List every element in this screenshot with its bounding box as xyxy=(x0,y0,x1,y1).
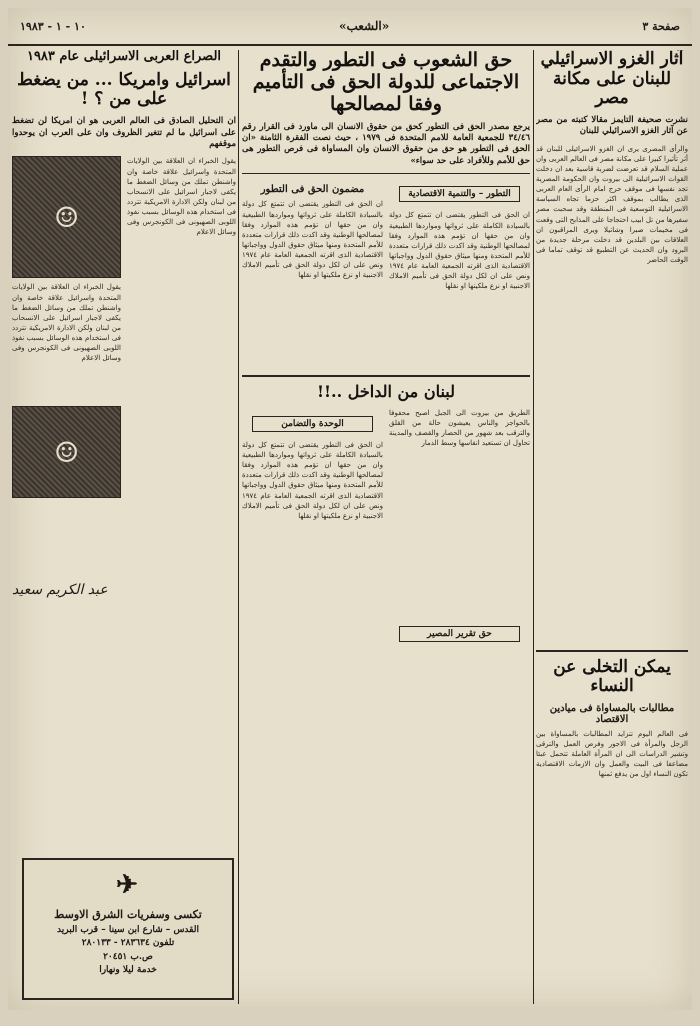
issue-date: ١٠ - ١ - ١٩٨٣ xyxy=(20,19,86,33)
portrait-photo-cowboy-hat: ☺ xyxy=(12,156,121,278)
left-body-2: يقول الخبراء ان العلاقة بين الولايات المتحدة واسرائيل علاقة خاصة وان واشنطن تملك من وسائل الضغط ما يكفى لاجبار اسرائيل على الانسحاب من لبنان ولكن الادارة الامريكية تتردد فى استخدام هذه الوسائل بسبب نفوذ اللوبى الصهيونى فى الكونجرس وفى وسائل الاعلام xyxy=(12,283,121,363)
women-body: فى العالم اليوم تتزايد المطالبات بالمساواة بين الرجل والمرأة فى الاجور وفرص العمل والترقى وتشير الدراسات الى ان المرأة العاملة تتحمل عبئا مضاعفا فى البيت والعمل وان الازمات الاقتصادية تكون النساء اول من يدفع ثمنها xyxy=(536,729,688,779)
lebanon-headline: لبنان من الداخل ..!! xyxy=(317,382,455,402)
middle-column xyxy=(242,50,530,1006)
divider xyxy=(536,650,688,652)
women-subheadline: مطالبات بالمساواة فى ميادين الاقتصاد xyxy=(549,702,675,725)
left-column xyxy=(12,50,236,1006)
left-headline: الصراع العربى الاسرائيلى عام ١٩٨٣ xyxy=(26,50,222,64)
section-box-solidarity: الوحدة والتضامن xyxy=(252,416,373,432)
right-body: والرأى المصرى يرى ان الغزو الاسرائيلى للبنان قد أثر تأثيرا كبيرا على مكانة مصر فى العالم العربى وان عملية السلام قد تعرضت لضربة قاسية بعد ان دخلت القوات الاسرائيلية الى بيروت وان الحكومة المصرية تجد نفسها فى موقف حرج امام الرأى العام العربى الذى يطالب بموقف اكثر حزما تجاه السياسة الاسرائيلية التوسعية فى المنطقة وقد سحبت مصر سفيرها من تل ابيب احتجاجا على المذابح التى وقعت فى مخيمات صبرا وشاتيلا ويرى المراقبون ان العلاقات بين البلدين قد دخلت مرحلة جديدة من البرود وان الحديث عن التطبيع قد توقف تماما فى الوقت الحاضر xyxy=(536,144,688,265)
left-body: يقول الخبراء ان العلاقة بين الولايات المتحدة واسرائيل علاقة خاصة وان واشنطن تملك من وسائل الضغط ما يكفى لاجبار اسرائيل على الانسحاب من لبنان ولكن الادارة الامريكية تتردد فى استخدام هذه الوسائل بسبب نفوذ اللوبى الصهيونى فى الكونجرس وفى وسائل الاعلام xyxy=(127,157,236,237)
divider xyxy=(242,375,530,377)
portrait-photo-man: ☺ xyxy=(12,406,121,498)
taxi-advertisement xyxy=(22,858,234,1000)
middle-body: ان الحق فى التطور يقتضى ان تتمتع كل دولة بالسيادة الكاملة على ثرواتها ومواردها الطبيعية وان من حقها ان تؤمم هذه الموارد وفقا لمصالحها الوطنية وقد اكدت ذلك قرارات متعددة للأمم المتحدة ومنها ميثاق حقوق الدول وواجباتها الاقتصادية الذى اقرته الجمعية العامة عام ١٩٧٤ ونص على ان لكل دولة الحق فى تأميم الاملاك الاجنبية او نزع ملكيتها او نقلها xyxy=(389,211,530,291)
left-subheadline: اسرائيل وامريكا ... من يضغط على من ؟ ! xyxy=(17,69,231,110)
paper-name: «الشعب» xyxy=(338,19,390,33)
middle-body-3: ان الحق فى التطور يقتضى ان تتمتع كل دولة بالسيادة الكاملة على ثرواتها ومواردها الطبيعية وان من حقها ان تؤمم هذه الموارد وفقا لمصالحها الوطنية وقد اكدت ذلك قرارات متعددة للأمم المتحدة ومنها ميثاق حقوق الدول وواجباتها الاقتصادية الذى اقرته الجمعية العامة عام ١٩٧٤ ونص على ان لكل دولة الحق فى تأميم الاملاك الاجنبية او نزع ملكيتها او نقلها xyxy=(242,440,383,520)
middle-headline: حق الشعوب فى التطور والتقدم الاجتماعى للدولة الحق فى التأميم وفقا لمصالحها xyxy=(252,50,520,115)
lebanon-body: الطريق من بيروت الى الجبل اصبح محفوفا بالحواجز والناس يعيشون حالة من القلق والترقب بعد شهور من الحصار والقصف والمدينة تحاول ان تستعيد انفاسها وسط الدمار xyxy=(389,408,530,448)
right-column xyxy=(536,50,688,1006)
ad-phone: تلفون ٢٨٣٦٣٤ - ٢٨٠١٣٣ xyxy=(81,938,175,948)
page-label: صفحة ٣ xyxy=(642,19,680,33)
divider xyxy=(242,173,530,174)
wings-logo-icon: ✈ xyxy=(116,870,140,900)
ad-address: القدس – شارع ابن سينا – قرب البريد xyxy=(57,924,199,935)
column-rule xyxy=(238,50,239,1004)
section-box-development: التطور – والتنمية الاقتصادية xyxy=(399,186,520,202)
newspaper-page xyxy=(8,8,692,1010)
middle-subhead-content: مضمون الحق فى التطور xyxy=(260,184,365,196)
middle-lede: يرجع مصدر الحق فى التطور كحق من حقوق الانسان الى ماورد فى القرار رقم ٣٤/٤٦ للجمعية العامة للامم المتحدة فى ١٩٧٩ ، حيث نصت الفقرة الثامنة «ان الحق فى التطور هو حق من حقوق الانسان وان المساواة فى فرص التطور هى حق للأمم وللأفراد على حد سواء» xyxy=(242,121,530,166)
section-box-self-determination: حق تقرير المصير xyxy=(399,626,520,642)
women-headline: يمكن التخلى عن النساء xyxy=(553,656,671,697)
left-lede: ان التحليل الصادق فى العالم العربى هو ان امريكا لن تضغط على اسرائيل ما لم تتغير الظروف وان على العرب ان يوحدوا موقفهم xyxy=(12,116,236,149)
right-lede: نشرت صحيفة التايمز مقالا كتبته من مصر عن آثار الغزو الاسرائيلي للبنان xyxy=(536,114,688,137)
ad-po-box: ص.ب ٢٠٤٥١ xyxy=(103,951,153,962)
author-signature: عبد الكريم سعيد xyxy=(12,582,108,599)
ad-service: خدمة ليلا ونهارا xyxy=(99,965,157,975)
middle-body-2: ان الحق فى التطور يقتضى ان تتمتع كل دولة بالسيادة الكاملة على ثرواتها ومواردها الطبيعية وان من حقها ان تؤمم هذه الموارد وفقا لمصالحها الوطنية وقد اكدت ذلك قرارات متعددة للأمم المتحدة ومنها ميثاق حقوق الدول وواجباتها الاقتصادية الذى اقرته الجمعية العامة عام ١٩٧٤ ونص على ان لكل دولة الحق فى تأميم الاملاك الاجنبية او نزع ملكيتها او نقلها xyxy=(242,200,383,280)
ad-company-name: تكسى وسفريات الشرق الاوسط xyxy=(54,908,202,921)
right-headline: آثار الغزو الاسرائيلي للبنان على مكانة مصر xyxy=(540,50,684,109)
masthead xyxy=(8,8,692,46)
column-rule xyxy=(533,50,534,1004)
